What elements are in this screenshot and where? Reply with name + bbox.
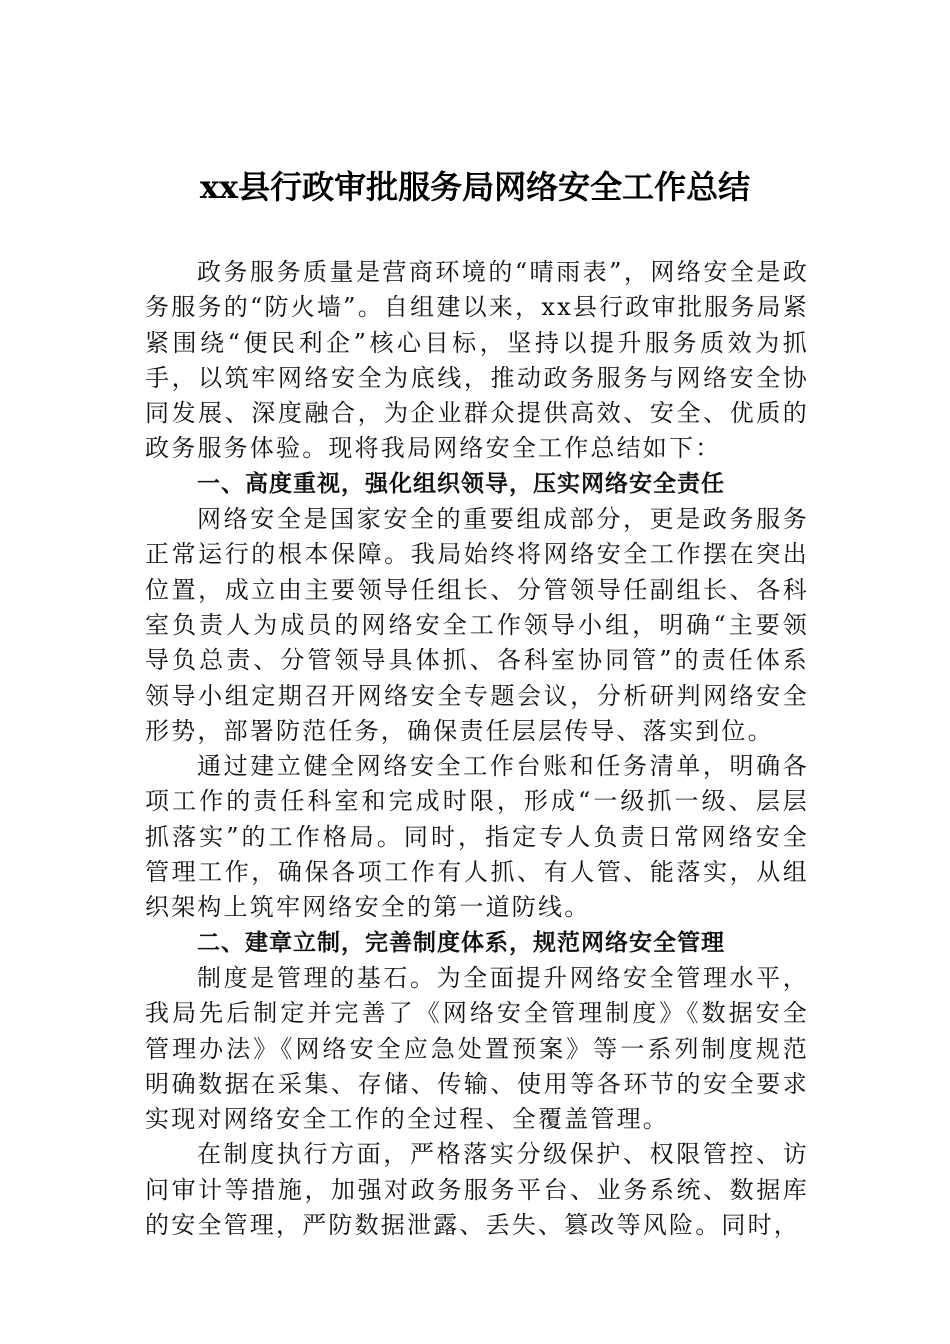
intro-paragraph: 政务服务质量是营商环境的“晴雨表”，网络安全是政务服务的“防火墙”。自组建以来，xx县行政审批服务局紧紧围绕“便民利企”核心目标，坚持以提升服务质效为抓手，以筑牢网络安全为底线，推动政务服务与网络安全协同发展、深度融合，为企业群众提供高效、安全、优质的政务服务体验。现将我局网络安全工作总结如下： bbox=[145, 258, 809, 463]
section-1-paragraph-2: 通过建立健全网络安全工作台账和任务清单，明确各项工作的责任科室和完成时限，形成“一级抓一级、层层抓落实”的工作格局。同时，指定专人负责日常网络安全管理工作，确保各项工作有人抓、有人管、能落实，从组织架构上筑牢网络安全的第一道防线。 bbox=[145, 752, 809, 922]
section-heading-2: 二、建章立制，完善制度体系，规范网络安全管理 bbox=[197, 929, 725, 956]
section-heading-1: 一、高度重视，强化组织领导，压实网络安全责任 bbox=[197, 470, 725, 497]
section-2-paragraph-2: 在制度执行方面，严格落实分级保护、权限管控、访问审计等措施，加强对政务服务平台、业务系统、数据库的安全管理，严防数据泄露、丢失、篡改等风险。同时， bbox=[145, 1140, 809, 1240]
document-body bbox=[145, 255, 809, 1243]
document-title: xx县行政审批服务局网络安全工作总结 bbox=[199, 168, 751, 206]
section-2-paragraph-1: 制度是管理的基石。为全面提升网络安全管理水平，我局先后制定并完善了《网络安全管理制度》《数据安全管理办法》《网络安全应急处置预案》等一系列制度规范明确数据在采集、存储、传输、使用等各环节的安全要求实现对网络安全工作的全过程、全覆盖管理。 bbox=[145, 963, 809, 1134]
section-1-paragraph-1: 网络安全是国家安全的重要组成部分，更是政务服务正常运行的根本保障。我局始终将网络安全工作摆在突出位置，成立由主要领导任组长、分管领导任副组长、各科室负责人为成员的网络安全工作领导小组，明确“主要领导负总责、分管领导具体抓、各科室协同管”的责任体系领导小组定期召开网络安全专题会议，分析研判网络安全形势，部署防范任务，确保责任层层传导、落实到位。 bbox=[145, 505, 809, 745]
